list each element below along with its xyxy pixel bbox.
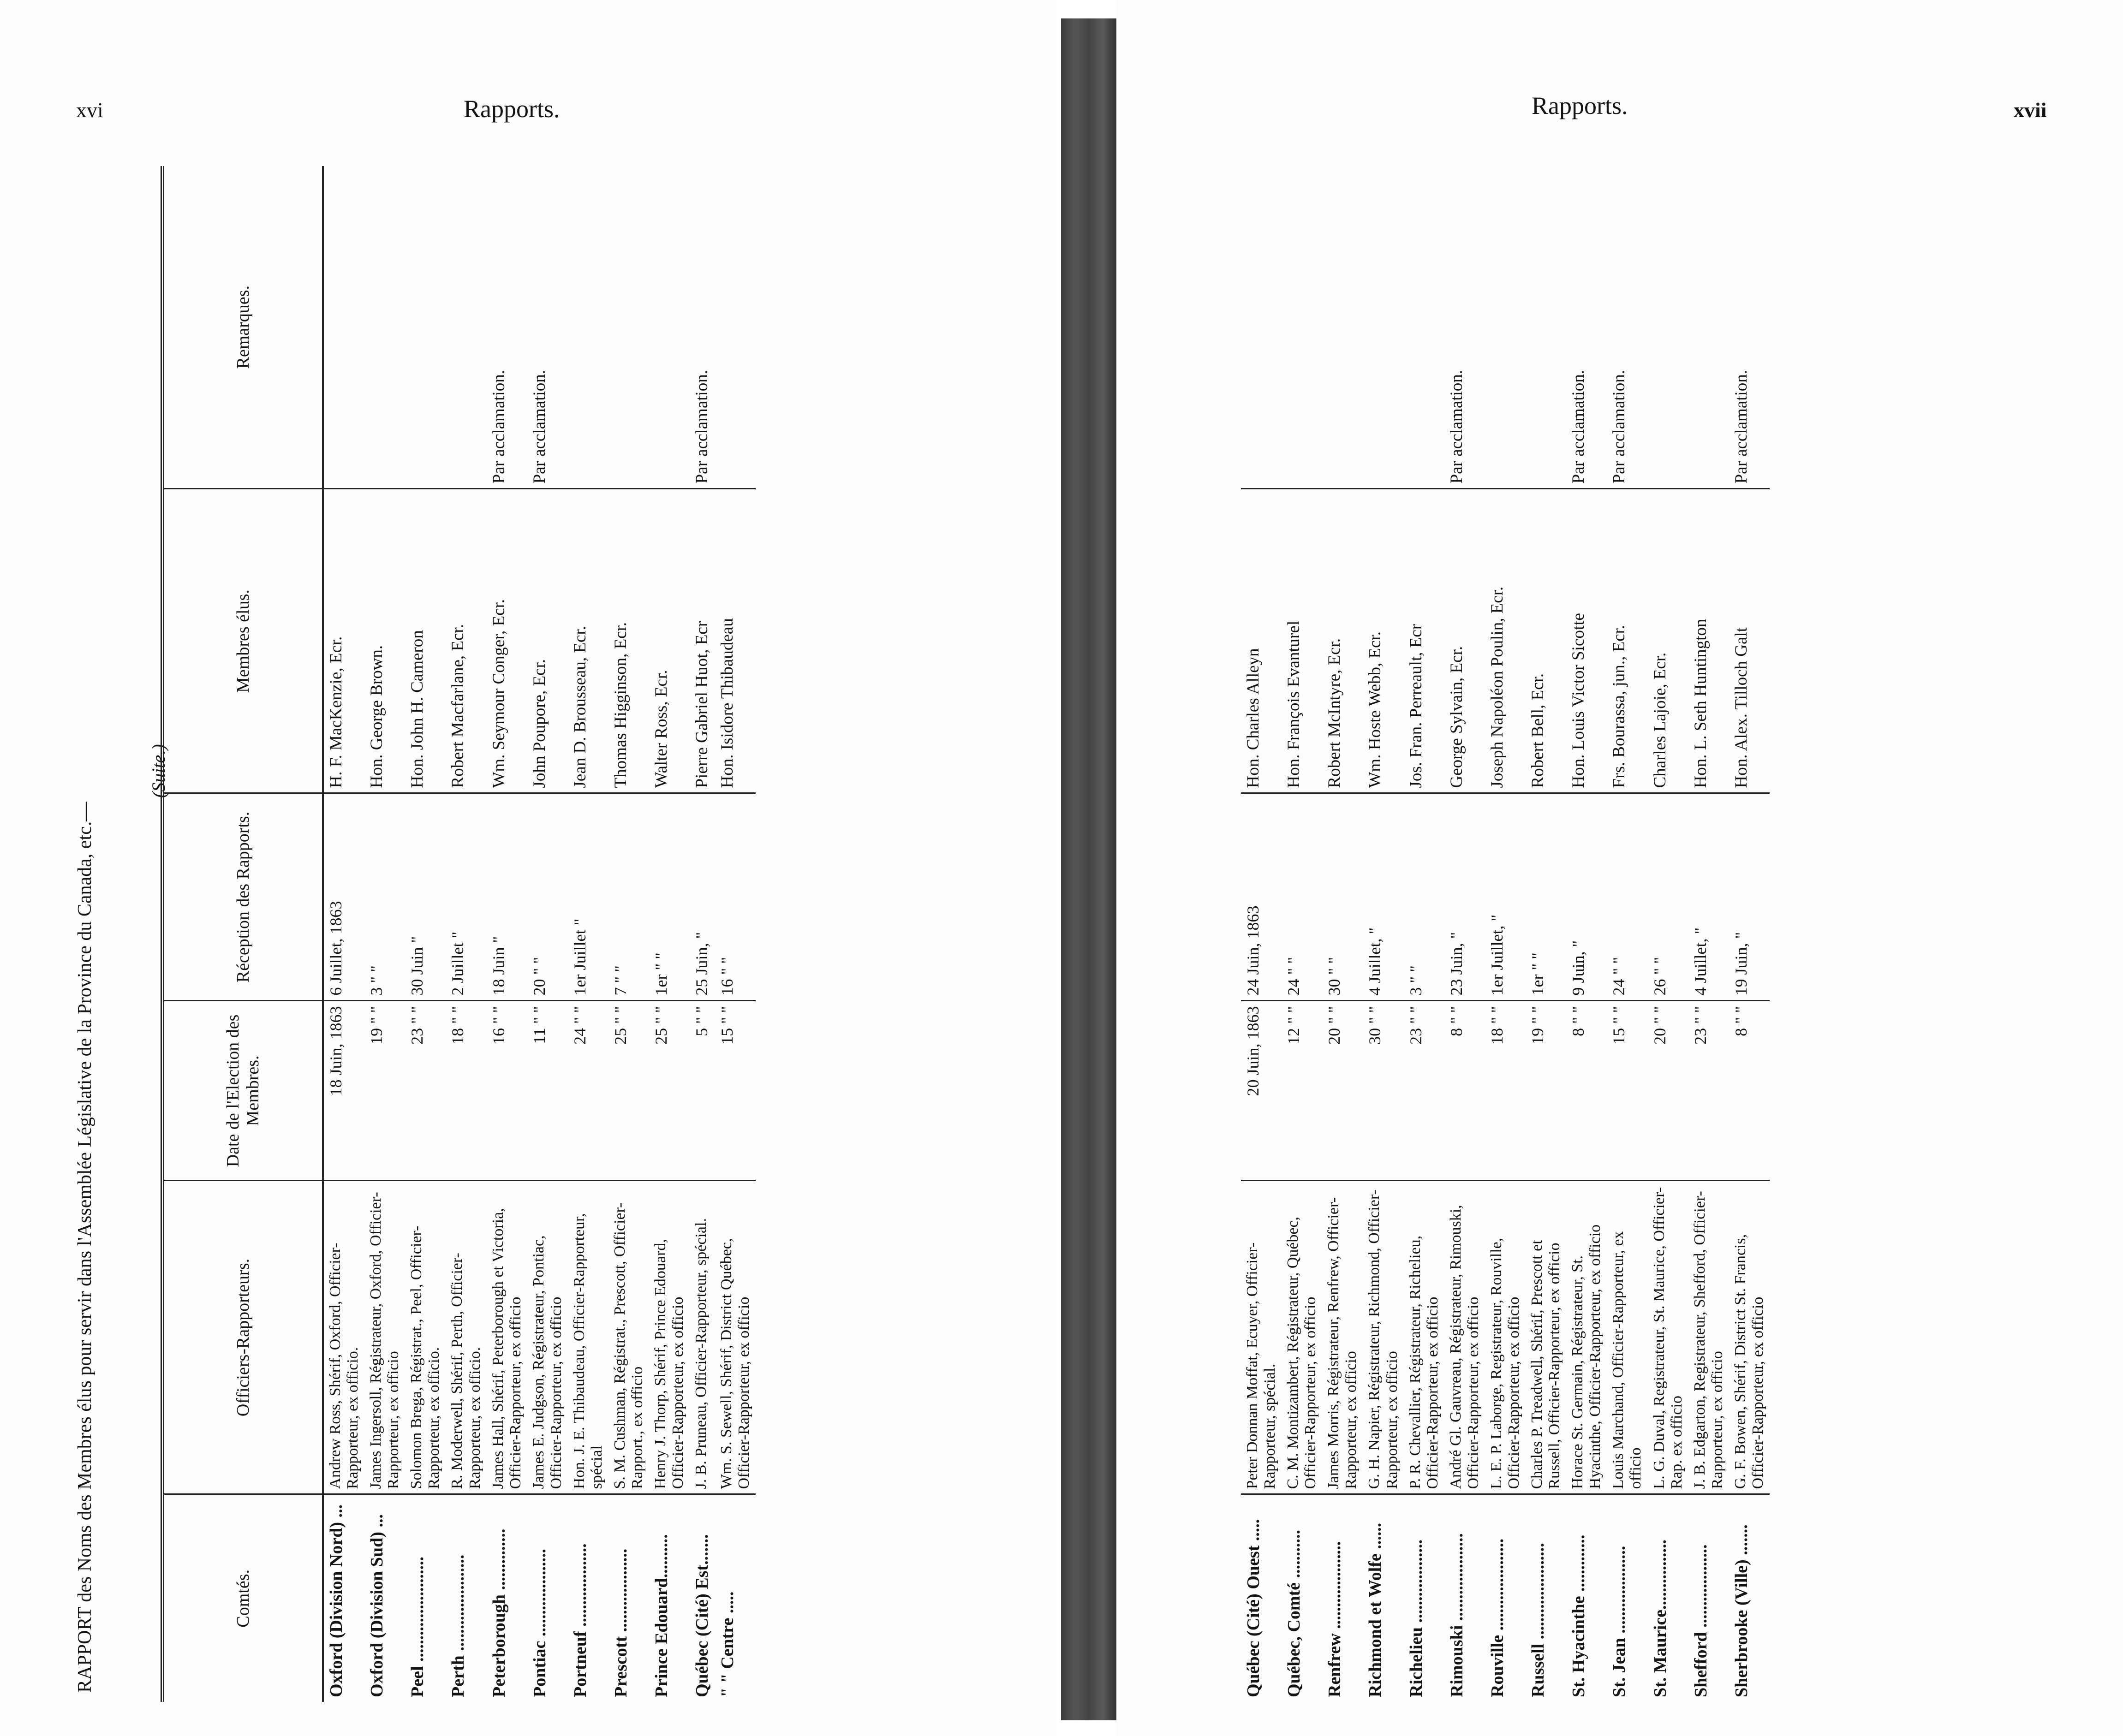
remarks-cell: Par acclamation. [1729, 166, 1770, 489]
member-elected-cell: George Sylvain, Ecr. [1444, 489, 1485, 793]
election-date-cell: 18 " " [1485, 1001, 1526, 1181]
remarks-cell: Par acclamation. [487, 166, 527, 489]
returning-officer-cell: R. Moderwell, Shérif, Perth, Officier-Rapporteur, ex officio. [446, 1181, 486, 1494]
table-row [1648, 166, 1688, 1702]
reception-date-cell: 25 Juin, " [690, 793, 715, 1001]
election-date-cell: 15 " " [1607, 1001, 1647, 1181]
county-cell: Peel ........................ [408, 1556, 428, 1697]
report-suite: (Suite.) [148, 744, 169, 798]
reception-date-cell: 30 " " [1322, 793, 1363, 1001]
remarks-cell [1282, 166, 1322, 489]
page-number: xvi [76, 98, 103, 122]
table-row [446, 166, 486, 1702]
remarks-cell [405, 166, 446, 489]
county-cell: Shefford ................... [1691, 1544, 1711, 1697]
table-row [608, 166, 649, 1702]
reception-date-cell: 4 Juillet, " [1688, 793, 1729, 1001]
returning-officer-cell: Charles P. Treadwell, Shérif, Prescott et Russell, Officier-Rapporteur, ex officio [1526, 1181, 1566, 1494]
table-row [1241, 166, 1282, 1702]
county-cell: " " Centre ..... [717, 1591, 737, 1697]
reception-date-cell: 30 Juin " [405, 793, 446, 1001]
election-date-cell: 11 " " [527, 1001, 568, 1181]
election-date-cell: 16 " " [487, 1001, 527, 1181]
county-cell: Oxford (Division Nord) ... [327, 1504, 346, 1697]
election-date-cell: 25 " " [649, 1001, 690, 1181]
member-elected-cell: Robert Bell, Ecr. [1526, 489, 1566, 793]
member-elected-cell: Robert Macfarlane, Ecr. [446, 489, 486, 793]
county-cell: Québec (Cité) Ouest ..... [1244, 1519, 1263, 1697]
member-elected-cell: Wm. Hoste Webb, Ecr. [1363, 489, 1403, 793]
remarks-cell [364, 166, 405, 489]
member-elected-cell: Hon. Louis Victor Sicotte [1566, 489, 1607, 793]
remarks-cell [1688, 166, 1729, 489]
election-date-cell: 23 " " [405, 1001, 446, 1181]
table-row [649, 166, 690, 1702]
reception-date-cell: 26 " " [1648, 793, 1688, 1001]
member-elected-cell: Pierre Gabriel Huot, Ecr [690, 489, 715, 793]
left-rotated-content [0, 152, 1056, 1720]
table-row [1363, 166, 1403, 1702]
election-date-cell: 18 " " [446, 1001, 486, 1181]
election-date-cell: 15 " " [715, 1001, 756, 1181]
remarks-cell [1526, 166, 1566, 489]
table-row [1688, 166, 1729, 1702]
table-row [405, 166, 446, 1702]
reception-date-cell: 3 " " [364, 793, 405, 1001]
county-cell: Rimouski .................... [1447, 1533, 1467, 1697]
remarks-cell [1322, 166, 1363, 489]
table-row [1729, 166, 1770, 1702]
member-elected-cell: Hon. François Evanturel [1282, 489, 1322, 793]
returning-officer-cell: Louis Marchand, Officier-Rapporteur, ex officio [1607, 1181, 1647, 1494]
county-cell: Sherbrooke (Ville) ....... [1731, 1524, 1751, 1697]
election-date-cell: 23 " " [1404, 1001, 1444, 1181]
reception-date-cell: 1er Juillet, " [1485, 793, 1526, 1001]
page-number: xvii [2014, 98, 2047, 122]
returns-table-continued [1241, 166, 1770, 1702]
member-elected-cell: Wm. Seymour Conger, Ecr. [487, 489, 527, 793]
remarks-cell [323, 166, 364, 489]
returning-officer-cell: L. E. P. Laborge, Registrateur, Rouville, Officier-Rapporteur, ex officio [1485, 1181, 1526, 1494]
member-elected-cell: John Poupore, Ecr. [527, 489, 568, 793]
returning-officer-cell: Andrew Ross, Shérif, Oxford, Officier-Rapporteur, ex officio. [323, 1181, 364, 1494]
county-cell: Prescott ................... [611, 1548, 631, 1697]
county-cell: Prince Edouard.......... [652, 1534, 672, 1697]
table-row [1404, 166, 1444, 1702]
remarks-cell [1363, 166, 1403, 489]
left-page [0, 0, 1056, 1736]
reception-date-cell: 1er " " [649, 793, 690, 1001]
returning-officer-cell: C. M. Montizambert, Régistrateur, Québec, Officier-Rapporteur, ex officio [1282, 1181, 1322, 1494]
reception-date-cell: 7 " " [608, 793, 649, 1001]
remarks-cell: Par acclamation. [1607, 166, 1647, 489]
header-remarques: Remarques. [162, 166, 323, 489]
reception-date-cell: 1er Juillet " [568, 793, 608, 1001]
county-cell: Québec, Comté ........... [1284, 1529, 1304, 1697]
table-body [1241, 166, 1770, 1702]
election-date-cell: 12 " " [1282, 1001, 1322, 1181]
report-title: RAPPORT des Noms des Membres élus pour servir dans l'Assemblée Législative de la Province du Canada, etc.— [74, 802, 95, 1693]
remarks-cell [1404, 166, 1444, 489]
reception-date-cell: 19 Juin, " [1729, 793, 1770, 1001]
returning-officer-cell: L. G. Duval, Registrateur, St. Maurice, Officier-Rap. ex officio [1648, 1181, 1688, 1494]
election-date-cell: 19 " " [364, 1001, 405, 1181]
election-date-cell: 23 " " [1688, 1001, 1729, 1181]
remarks-cell: Par acclamation. [1444, 166, 1485, 489]
running-head: Rapports. [1532, 92, 1628, 119]
election-date-cell: 30 " " [1363, 1001, 1403, 1181]
county-cell: Perth ...................... [448, 1554, 468, 1697]
header-date-election: Date de l'Election des Membres. [162, 1001, 323, 1181]
reception-date-cell: 1er " " [1526, 793, 1566, 1001]
table-row [1526, 166, 1566, 1702]
returning-officer-cell: Horace St. Germain, Régistrateur, St. Hyacinthe, Officier-Rapporteur, ex officio [1566, 1181, 1607, 1494]
remarks-cell [608, 166, 649, 489]
table-row [1322, 166, 1363, 1702]
header-reception: Réception des Rapports. [162, 793, 323, 1001]
returning-officer-cell: S. M. Cushman, Régistrat., Prescott, Officier-Rapport., ex officio [608, 1181, 649, 1494]
table-row [1444, 166, 1485, 1702]
election-date-cell: 25 " " [608, 1001, 649, 1181]
county-cell: Pontiac .................... [530, 1549, 549, 1697]
reception-date-cell: 24 " " [1607, 793, 1647, 1001]
member-elected-cell: Hon. Alex. Tilloch Galt [1729, 489, 1770, 793]
member-elected-cell: Robert McIntyre, Ecr. [1322, 489, 1363, 793]
returning-officer-cell: James Ingersoll, Régistrateur, Oxford, Officier-Rapporteur, ex officio [364, 1181, 405, 1494]
returning-officer-cell: James Morris, Régistrateur, Renfrew, Officier-Rapporteur, ex officio [1322, 1181, 1363, 1494]
remarks-cell: Par acclamation. [1566, 166, 1607, 489]
header-comtes: Comtés. [162, 1494, 323, 1702]
returning-officer-cell: G. H. Napier, Régistrateur, Richmond, Officier-Rapporteur, ex officio [1363, 1181, 1403, 1494]
county-cell: Québec (Cité) Est....... [692, 1534, 712, 1697]
reception-date-cell: 24 " " [1282, 793, 1322, 1001]
reception-date-cell: 20 " " [527, 793, 568, 1001]
table-row [1607, 166, 1647, 1702]
county-cell: Richelieu ................... [1406, 1540, 1426, 1697]
member-elected-cell: Jos. Fran. Perreault, Ecr [1404, 489, 1444, 793]
returning-officer-cell: Wm. S. Sewell, Shérif, District Québec, Officier-Rapporteur, ex officio [715, 1181, 756, 1494]
reception-date-cell: 16 " " [715, 793, 756, 1001]
election-date-cell: 8 " " [1566, 1001, 1607, 1181]
election-date-cell: 24 " " [568, 1001, 608, 1181]
reception-date-cell: 3 " " [1404, 793, 1444, 1001]
county-cell: St. Jean .................... [1610, 1546, 1629, 1697]
county-cell: Renfrew .................... [1325, 1541, 1345, 1697]
member-elected-cell: Joseph Napoléon Poulin, Ecr. [1485, 489, 1526, 793]
reception-date-cell: 23 Juin, " [1444, 793, 1485, 1001]
header-membres: Membres élus. [162, 489, 323, 793]
returning-officer-cell: Hon. J. E. Thibaudeau, Officier-Rapporteur, spécial [568, 1181, 608, 1494]
member-elected-cell: Hon. Charles Alleyn [1241, 489, 1282, 793]
county-cell: St. Maurice................ [1650, 1540, 1670, 1697]
table-header-row [162, 166, 323, 1702]
table-body [323, 166, 756, 1702]
table-row [323, 166, 364, 1702]
table-row [527, 166, 568, 1702]
remarks-cell [1485, 166, 1526, 489]
reception-date-cell: 4 Juillet, " [1363, 793, 1403, 1001]
member-elected-cell: Jean D. Brousseau, Ecr. [568, 489, 608, 793]
county-cell: Rouville ..................... [1487, 1538, 1507, 1697]
returning-officer-cell: Solomon Brega, Régistrat., Peel, Officier-Rapporteur, ex officio. [405, 1181, 446, 1494]
election-date-cell: 20 " " [1648, 1001, 1688, 1181]
reception-date-cell: 18 Juin " [487, 793, 527, 1001]
remarks-cell [1648, 166, 1688, 489]
right-rotated-content [1116, 152, 2123, 1720]
returning-officer-cell: J. B. Pruneau, Officier-Rapporteur, spécial. [690, 1181, 715, 1494]
member-elected-cell: Hon. John H. Cameron [405, 489, 446, 793]
returning-officer-cell: James E. Judgson, Régistrateur, Pontiac, Officier-Rapporteur, ex officio [527, 1181, 568, 1494]
remarks-cell [715, 166, 756, 489]
returning-officer-cell: P. R. Chevallier, Régistrateur, Richelieu, Officier-Rapporteur, ex officio [1404, 1181, 1444, 1494]
returning-officer-cell: G. F. Bowen, Shérif, District St. Francis, Officier-Rapporteur, ex officio [1729, 1181, 1770, 1494]
book-gutter [1061, 18, 1116, 1720]
member-elected-cell: Walter Ross, Ecr. [649, 489, 690, 793]
election-date-cell: 19 " " [1526, 1001, 1566, 1181]
election-date-cell: 18 Juin, 1863 [323, 1001, 364, 1181]
remarks-cell [1241, 166, 1282, 489]
table-row [1485, 166, 1526, 1702]
right-page [1116, 0, 2123, 1736]
remarks-cell: Par acclamation. [690, 166, 715, 489]
returns-table [161, 166, 756, 1702]
reception-date-cell: 9 Juin, " [1566, 793, 1607, 1001]
table-row [568, 166, 608, 1702]
remarks-cell [568, 166, 608, 489]
remarks-cell: Par acclamation. [527, 166, 568, 489]
returning-officer-cell: J. B. Edgarton, Registrateur, Shefford, Officier-Rapporteur, ex officio [1688, 1181, 1729, 1494]
remarks-cell [649, 166, 690, 489]
returning-officer-cell: André Gl. Gauvreau, Régistrateur, Rimouski, Officier-Rapporteur, ex officio [1444, 1181, 1485, 1494]
returning-officer-cell: James Hall, Shérif, Peterborough et Victoria, Officier-Rapporteur, ex officio [487, 1181, 527, 1494]
reception-date-cell: 6 Juillet, 1863 [323, 793, 364, 1001]
table-row [690, 166, 715, 1702]
table-row [1566, 166, 1607, 1702]
county-cell: Richmond et Wolfe ...... [1366, 1522, 1385, 1697]
county-cell: Peterborough .............. [489, 1528, 509, 1697]
election-date-cell: 20 Juin, 1863 [1241, 1001, 1282, 1181]
returning-officer-cell: Peter Donnan Moffat, Ecuyer, Officier-Rapporteur, spécial. [1241, 1181, 1282, 1494]
election-date-cell: 8 " " [1444, 1001, 1485, 1181]
election-date-cell: 20 " " [1322, 1001, 1363, 1181]
remarks-cell [446, 166, 486, 489]
member-elected-cell: Thomas Higginson, Ecr. [608, 489, 649, 793]
county-cell: Oxford (Division Sud) ... [367, 1514, 387, 1697]
table-row [487, 166, 527, 1702]
table-row [364, 166, 405, 1702]
member-elected-cell: H. F. MacKenzie, Ecr. [323, 489, 364, 793]
member-elected-cell: Hon. George Brown. [364, 489, 405, 793]
member-elected-cell: Hon. Isidore Thibaudeau [715, 489, 756, 793]
running-head: Rapports. [464, 95, 560, 123]
election-date-cell: 8 " " [1729, 1001, 1770, 1181]
election-date-cell: 5 " " [690, 1001, 715, 1181]
member-elected-cell: Hon. L. Seth Huntington [1688, 489, 1729, 793]
county-cell: Russell ...................... [1528, 1543, 1548, 1697]
header-officiers: Officiers-Rapporteurs. [162, 1181, 323, 1494]
returning-officer-cell: Henry J. Thorp, Shérif, Prince Edouard, Officier-Rapporteur, ex officio [649, 1181, 690, 1494]
member-elected-cell: Frs. Bourassa, jun., Ecr. [1607, 489, 1647, 793]
county-cell: St. Hyacinthe ............. [1569, 1534, 1589, 1697]
member-elected-cell: Charles Lajoie, Ecr. [1648, 489, 1688, 793]
county-cell: Portneuf ................... [570, 1543, 590, 1697]
reception-date-cell: 2 Juillet " [446, 793, 486, 1001]
reception-date-cell: 24 Juin, 1863 [1241, 793, 1282, 1001]
table-row [1282, 166, 1322, 1702]
table-row [715, 166, 756, 1702]
